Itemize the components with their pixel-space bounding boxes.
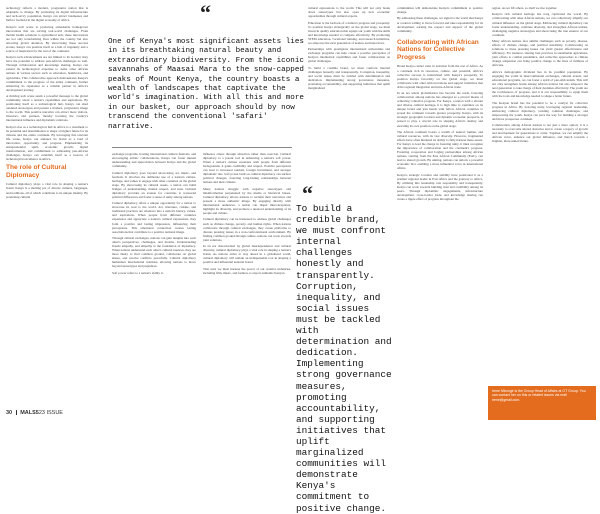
right-pull-quote: To build a credible brand, we must confront internal challenges honestly and transparently. Corruption, inequality, and social issues must be tackled with determination and dedication. Implementing strong governance measures, promoting accountability, and supporting initiatives that uplift marginalized communities will demonstrate Kenya's commitment to positive change. <box>296 203 392 514</box>
body-paragraph: Partnerships with prestigious international universities and exchange programs can help create a positive perception of Kenya's intellectual capabilities and foster collaboration on global challenges. <box>308 47 390 64</box>
body-paragraph: Cultural diplomacy offers a unique opportunity for a nation to showcase its soul to the world. Art, literature, cuisine, and traditional practices are windows into a nation's history, values, and aspirations. When people from different countries experience and appreciate a nation's cultural expressions, they form a positive and lasting impression, influencing their perceptions. This emotional connection creates lasting associations that contribute to a positive national image. <box>112 201 196 234</box>
body-paragraph: Africa's demographic dividend lies in its youthful population. By engaging the youth in intercontinental exchanges, cultural events, and educational programs, we can foster a spirit of pan-Africanism. This will not only strengthen bonds among African nations but also empower the next generation to take charge of their destinies effectively. The youth are the torchbearers of progress, and it is our responsibility to equip them with the tools and knowledge needed to shape a better future. <box>492 69 588 99</box>
right-column-2 <box>397 6 483 418</box>
body-paragraph: technology reflects a modern, progressive nation that is adaptable to change. By promoting its digital infrastructure and tech-savvy population, Kenya can attract businesses and build a foothold in the digital economy of Africa. <box>6 6 88 23</box>
body-paragraph: Cultural diplomacy can be harnessed to address global challenges such as climate change, poverty, and human rights. When nations collaborate through cultural exchanges, they create platforms to discuss pressing issues in a non-confrontational environment. By finding common ground through culture, nations can work towards joint solutions. <box>203 217 291 242</box>
body-paragraph: Brand Kenya cannot exist in isolation from the rest of Africa. As a continent rich in resources, culture, and potential, Africa's collective success is intertwined with Kenya's prosperity. To position Kenya favorably on the global stage, we must collaborate with other African nations and support initiatives that drive regional integration and intra-African trade. <box>397 64 483 89</box>
body-paragraph: The African continent boasts a wealth of natural, human, and cultural resources, with its vast diversity. However, fragmented efforts have often hindered its ability to fully harness these assets. For Kenya to lead the charge in fostering unity, it must recognize the importance of collaboration and the continent's progress. Fostering cooperation and forging partnerships among African nations, starting from the East African Community (EAC), can lead to shared growth. By uniting, nations can unlock a powerful economic bloc enabling a more influential voice in international affairs. <box>397 129 483 171</box>
left-column-1 <box>6 6 88 201</box>
right-column-3 <box>492 6 588 352</box>
magazine-name: MALS5 <box>20 410 39 416</box>
left-pull-quote: One of Kenya's most significant assets lies in its breathtaking natural beauty and extraordinary biodiversity. From the iconic savannahs of Maasai Mara to the snow-capped peaks of Mount Kenya, the country boasts a wealth of landscapes that captivate the world's imagination. With all this and more in our basket, our approach should by now transcend the conventional 'safari' narrative. <box>108 38 304 131</box>
body-paragraph: influence others through attraction rather than coercion. Cultural diplomacy is a potent tool in enhancing a nation's soft power. When a nation's culture resonates with people from different backgrounds, it gains credibility and respect. Positive perceptions can lead to increased tourism, foreign investment, and stronger diplomatic ties. Soft power built on cultural diplomacy can surface political changes, fostering long-lasting relationships between nations and their citizens. <box>203 152 291 185</box>
body-paragraph: exchange programs, hosting international cultural festivals, and encouraging artistic collaborations, Kenya can foster mutual understanding and appreciation between Kenya and the global community. <box>112 152 196 169</box>
cultural-diplomacy-heading: The role of Cultural Diplomacy <box>6 164 67 179</box>
body-paragraph: Kenya's tech scene is producing remarkable homegrown innovations that are solving real-world challenges. From mobile health solutions to agricultural tech, these innovations are not only transforming lives within the country but also attracting global attention. By showcasing these success stories, Kenya can position itself as a hub of ingenuity and a source of inspiration for the rest of the continent. <box>6 24 88 53</box>
right-column-1 <box>308 6 390 184</box>
body-paragraph: Through cultural exchanges, nations can gain insights into each other's perspectives, challenges, and dreams. Understanding breeds empathy, and empathy is the foundation of diplomacy. When nations understand each other's cultural nuances, they are more likely to find common ground, collaborate on global issues, and resolve conflicts peacefully. Cultural diplomacy humanizes international relations, allowing nations to move beyond stereotypes and prejudices. <box>112 236 196 269</box>
body-paragraph: Collaboration among African nations is not just a mere option; it is a necessity to overcome shared obstacles and to create a legacy of growth and development for generations to come. Together, we can amplify the African voice, enhance our global influence, and march towards a brighter, more united future. <box>492 123 588 144</box>
body-paragraph: Cultural diplomacy goes beyond showcasing art, music, and festivals. It involves the deliberate use of a nation's culture, heritage, and values to engage with other countries on the global stage. By showcasing its cultural assets, a nation can build bridges of understanding, mutual respect, and trust. Cultural diplomacy provides an avenue for countries to transcend political differences and foster a sense of unity among nations. <box>112 170 196 199</box>
body-paragraph: In an era characterized by global interdependence and cultural diversity, cultural diplomacy plays a vital role in shaping a nation's brand. As nations strive to stay ahead in a globalized world, cultural diplomacy will remain an indispensable tool in shaping a positive and influential national brand. <box>203 244 291 265</box>
body-paragraph: Kenya's strategic location and stability have positioned it as a premier regional leader in East Africa and the gateway to Africa. By utilizing this leadership role responsibly and transparently, Kenya can work towards building trust and credibility among its peers. Through diplomatic engagements, infrastructure development, cross-border trade, and knowledge sharing can create a ripple effect of progress throughout the <box>397 172 483 202</box>
body-paragraph: In an era where globalization has become the norm, fostering collaboration among nations has emerged as a pivotal means of achieving collective progress. For Kenya, a nation with a vibrant and diverse cultural heritage, it is high time to capitalize on its unique brand and join hands with fellow African countries to propel the continent towards greater prosperity. Kenya, with its strategic geographic location and dynamic economic prospects, is poised to play a crucial role in shaping Africa's destiny and elevating its own position on the global stage. <box>397 91 483 128</box>
body-paragraph: region. As we lift others, so shall we rise together. <box>492 6 557 10</box>
author-info-box: Irene Mbonge is the Group Head of Affairs at OT Group. You can contact her on this or related issues via mail irene@gmail.com. <box>488 386 596 420</box>
footer-separator <box>16 410 17 415</box>
left-footer <box>6 410 63 416</box>
body-paragraph: Soft power refers to a nation's ability to <box>112 270 164 275</box>
body-paragraph: By addressing these challenges, we signal to the world that Kenya is a nation willing to move forward and take responsibility for its development, earning the respect and support of the global community. <box>397 16 484 33</box>
body-paragraph: To build a credible brand, we must confront internal challenges honestly and transparently. Corruption, inequality, and social issues must be tackled with determination and dedication. Implementing strong governance measures, promoting accountability, and supporting initiatives that uplift marginalized <box>308 65 390 91</box>
body-paragraph: Kenya's rich cultural heritage has long captivated the world. By collaborating with other African nations, we can collectively amplify our cultural influence on the global stage. Embracing cultural diplomacy can foster understanding, celebrate diversity, and strengthen African unities, challenging negative stereotypes and showcasing the true essence of our continent. <box>492 12 588 37</box>
left-column-2 <box>112 152 196 277</box>
page-number: 30 <box>6 410 13 416</box>
issue-label: 23 ISSUE <box>38 410 63 416</box>
body-paragraph: A thriving tech scene sends a powerful message to the global community about a nation's capabilities and aspirations. By positioning itself as a technological hub, Kenya can shed outdated stereotypes and present a modern, progressive image to the world. This positive narrative can attract more visitors, investors, and partners, thereby boosting the country's international influence and diplomatic relations. <box>6 94 88 123</box>
left-column-3 <box>203 152 291 277</box>
body-paragraph: Cultural diplomacy plays a vital role in shaping a nation's brand. Kenya is a melting pot of diverse cultures, languages, and traditions, all of which contribute to its unique identity. By promoting cultural <box>6 182 88 199</box>
body-paragraph: The Kenyan brand has the potential to be a catalyst for collective progress in Africa. By fostering unity, leveraging regional leadership, embracing cultural diplomacy, tackling common challenges, and empowering the youth, Kenya can pave the way for building a stronger and more prosperous continent. <box>492 100 588 121</box>
pull-quote-mark-icon: “ <box>200 0 211 25</box>
body-paragraph: Many nations struggle with negative stereotypes and misinformation perpetuated by the media or historical biases. Cultural diplomacy allows nations to reclaim their narratives and present a more authentic image. By engaging directly with international audiences, a nation can dispel misconceptions, highlight its diversity, and promote a nuanced understanding of its people and culture. <box>203 186 291 216</box>
body-paragraph: cultural expressions to the world. This will not only break down stereotypes but also open up new economic opportunities through cultural exports. <box>308 6 390 19</box>
pull-quote-divider <box>112 147 292 148</box>
body-paragraph: Education is the bedrock of a nation's progress and prosperity. To position Kenya strategically on the global stage, we must invest in quality education that equips our youth with the skills and knowledge needed to compete effectively. By promoting STEM education, vocational training, and research initiatives, we empower the next generation of leaders and innovators. <box>308 20 390 45</box>
body-paragraph: Kenya's tech advancements are not limited to its borders; they have the potential to address pan-African challenges as well. Through collaboration and knowledge sharing, Kenya can extend its technological expertise to assist other African nations in various sectors such as education, healthcare, and agriculture. This collaborative approach demonstrates Kenya's commitment to the progress of the entire continent, further enhancing its reputation as a reliable partner in Africa's development journey. <box>6 55 88 92</box>
right-pull-quote-mark-icon: “ <box>302 181 313 206</box>
body-paragraph: Kenya's rise as a technological hub in Africa is a testament to its potential and determination to shape a brighter future for its citizens and the entire continent. By leveraging this relevant life scene, Kenya can enhance its brand as a land of innovation, opportunity, and progress. Emphasizing its entrepreneurial spirit, economic growth, digital transformation, and commitment to addressing pan-African challenges, Kenya can establish itself as a beacon of technological excellence in Africa. <box>6 124 88 162</box>
body-paragraph: communities will demonstrate Kenya's commitment to positive change. <box>397 6 483 15</box>
collaborating-heading: Collaborating with African Nations for Collective Progress <box>397 38 479 61</box>
body-paragraph: That said, we must harness the power of our creative industries, including film, music, and fashion, to export authentic Kenyan <box>203 266 291 275</box>
body-paragraph: Many African nations face similar challenges such as poverty, disease, effects of climate change, and political instability. Collaborating on solutions to these pressing issues can yield greater effectiveness and efficiency. For instance, sharing best practices in sustainable agriculture, joint efforts to combat pandemics, and collective approaches to climate change adaptation can bring positive change to the lives of millions of Africans. <box>492 39 588 68</box>
